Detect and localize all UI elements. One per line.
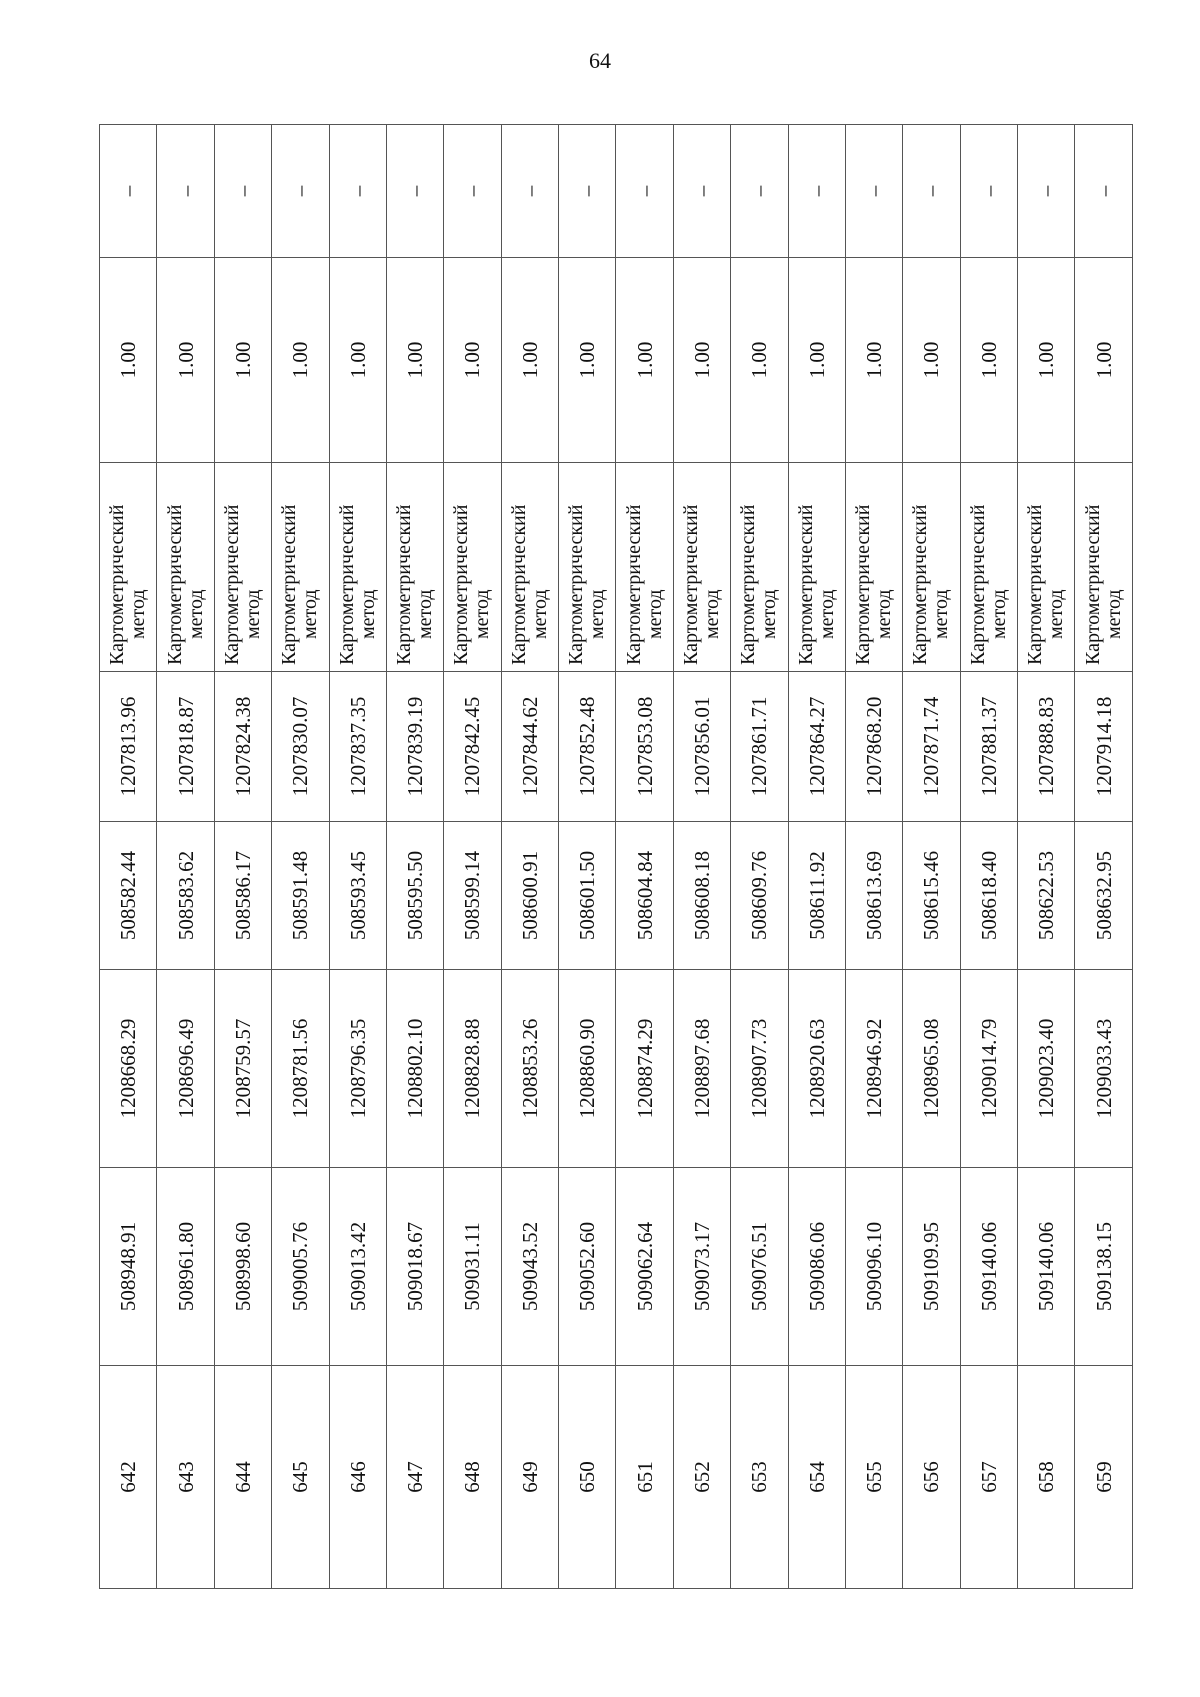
cell-method: [960, 463, 1017, 672]
cell-x-existing: 508961.80: [157, 1168, 214, 1366]
cell-method: [788, 463, 845, 672]
coordinates-table: [99, 124, 1133, 1589]
cell-y-refined: 1207830.07: [272, 672, 329, 822]
cell-x-existing: 509043.52: [501, 1168, 558, 1366]
cell-note: –: [1018, 125, 1075, 258]
table-row: [272, 125, 329, 1589]
table-row: [960, 125, 1017, 1589]
cell-accuracy: 1.00: [960, 258, 1017, 463]
cell-note: –: [731, 125, 788, 258]
cell-y-refined: 1207837.35: [329, 672, 386, 822]
cell-x-existing: 508948.91: [100, 1168, 157, 1366]
cell-y-refined: 1207844.62: [501, 672, 558, 822]
cell-note: –: [272, 125, 329, 258]
cell-accuracy: 1.00: [559, 258, 616, 463]
cell-y-existing: 1209023.40: [1018, 970, 1075, 1168]
cell-y-existing: 1208853.26: [501, 970, 558, 1168]
cell-accuracy: 1.00: [731, 258, 788, 463]
cell-x-refined: 508595.50: [386, 822, 443, 970]
method-line-2: метод: [471, 589, 494, 639]
cell-accuracy: 1.00: [386, 258, 443, 463]
cell-x-refined: 508613.69: [845, 822, 902, 970]
cell-y-refined: 1207853.08: [616, 672, 673, 822]
cell-x-refined: 508599.14: [444, 822, 501, 970]
cell-point-number: 648: [444, 1366, 501, 1589]
cell-point-number: 655: [845, 1366, 902, 1589]
cell-x-existing: 509031.11: [444, 1168, 501, 1366]
cell-y-refined: 1207861.71: [731, 672, 788, 822]
cell-y-refined: 1207839.19: [386, 672, 443, 822]
cell-y-existing: 1208860.90: [559, 970, 616, 1168]
cell-point-number: 652: [673, 1366, 730, 1589]
cell-x-existing: 509073.17: [673, 1168, 730, 1366]
cell-x-existing: 509013.42: [329, 1168, 386, 1366]
cell-y-refined: 1207813.96: [100, 672, 157, 822]
page-number: 64: [589, 48, 611, 73]
cell-note: –: [903, 125, 960, 258]
cell-y-existing: 1208781.56: [272, 970, 329, 1168]
cell-y-refined: 1207864.27: [788, 672, 845, 822]
cell-point-number: 650: [559, 1366, 616, 1589]
table-row: [616, 125, 673, 1589]
table-row: [214, 125, 271, 1589]
cell-x-existing: 509005.76: [272, 1168, 329, 1366]
table-row: [1075, 125, 1133, 1589]
cell-accuracy: 1.00: [444, 258, 501, 463]
cell-accuracy: 1.00: [673, 258, 730, 463]
cell-accuracy: 1.00: [1018, 258, 1075, 463]
cell-method: [444, 463, 501, 672]
method-line-2: метод: [241, 589, 264, 639]
cell-accuracy: 1.00: [272, 258, 329, 463]
cell-x-refined: 508618.40: [960, 822, 1017, 970]
cell-method: [501, 463, 558, 672]
cell-x-refined: 508601.50: [559, 822, 616, 970]
method-line-2: метод: [815, 589, 838, 639]
method-line-1: Картометрический: [966, 504, 989, 665]
cell-y-refined: 1207856.01: [673, 672, 730, 822]
cell-point-number: 647: [386, 1366, 443, 1589]
method-line-1: Картометрический: [852, 504, 875, 665]
cell-method: [616, 463, 673, 672]
cell-x-refined: 508582.44: [100, 822, 157, 970]
cell-x-existing: 509052.60: [559, 1168, 616, 1366]
cell-x-existing: 509140.06: [960, 1168, 1017, 1366]
method-line-2: метод: [643, 589, 666, 639]
cell-accuracy: 1.00: [501, 258, 558, 463]
cell-y-existing: 1208668.29: [100, 970, 157, 1168]
cell-note: –: [214, 125, 271, 258]
table-row: [845, 125, 902, 1589]
cell-method: [386, 463, 443, 672]
method-line-1: Картометрический: [163, 504, 186, 665]
cell-x-existing: 509096.10: [845, 1168, 902, 1366]
cell-accuracy: 1.00: [903, 258, 960, 463]
method-line-1: Картометрический: [565, 504, 588, 665]
cell-point-number: 658: [1018, 1366, 1075, 1589]
cell-note: –: [845, 125, 902, 258]
cell-method: [1075, 463, 1133, 672]
method-line-1: Картометрический: [450, 504, 473, 665]
cell-y-existing: 1209033.43: [1075, 970, 1133, 1168]
table-row: [100, 125, 157, 1589]
cell-y-existing: 1208696.49: [157, 970, 214, 1168]
method-line-2: метод: [586, 589, 609, 639]
table-row: [559, 125, 616, 1589]
cell-method: [157, 463, 214, 672]
cell-y-existing: 1208965.08: [903, 970, 960, 1168]
cell-note: –: [100, 125, 157, 258]
cell-x-existing: 508998.60: [214, 1168, 271, 1366]
table-row: [501, 125, 558, 1589]
cell-x-refined: 508593.45: [329, 822, 386, 970]
table-row: [386, 125, 443, 1589]
method-line-2: метод: [1045, 589, 1068, 639]
cell-x-refined: 508591.48: [272, 822, 329, 970]
cell-y-refined: 1207868.20: [845, 672, 902, 822]
cell-point-number: 657: [960, 1366, 1017, 1589]
cell-accuracy: 1.00: [616, 258, 673, 463]
cell-accuracy: 1.00: [329, 258, 386, 463]
table-row: [444, 125, 501, 1589]
cell-x-refined: 508583.62: [157, 822, 214, 970]
cell-point-number: 644: [214, 1366, 271, 1589]
method-line-2: метод: [184, 589, 207, 639]
method-line-2: метод: [987, 589, 1010, 639]
cell-note: –: [616, 125, 673, 258]
cell-x-refined: 508632.95: [1075, 822, 1133, 970]
cell-y-existing: 1209014.79: [960, 970, 1017, 1168]
method-line-1: Картометрический: [737, 504, 760, 665]
cell-note: –: [559, 125, 616, 258]
method-line-1: Картометрический: [335, 504, 358, 665]
cell-method: [673, 463, 730, 672]
cell-point-number: 651: [616, 1366, 673, 1589]
cell-y-existing: 1208897.68: [673, 970, 730, 1168]
cell-x-existing: 509076.51: [731, 1168, 788, 1366]
cell-method: [100, 463, 157, 672]
table-row: [731, 125, 788, 1589]
cell-y-refined: 1207871.74: [903, 672, 960, 822]
cell-accuracy: 1.00: [100, 258, 157, 463]
cell-point-number: 642: [100, 1366, 157, 1589]
cell-x-refined: 508608.18: [673, 822, 730, 970]
cell-note: –: [673, 125, 730, 258]
cell-note: –: [386, 125, 443, 258]
method-line-2: метод: [700, 589, 723, 639]
method-line-2: метод: [1102, 589, 1125, 639]
cell-x-existing: 509140.06: [1018, 1168, 1075, 1366]
method-line-1: Картометрический: [507, 504, 530, 665]
cell-note: –: [329, 125, 386, 258]
cell-method: [903, 463, 960, 672]
cell-accuracy: 1.00: [157, 258, 214, 463]
method-line-1: Картометрический: [1024, 504, 1047, 665]
cell-note: –: [501, 125, 558, 258]
method-line-1: Картометрический: [909, 504, 932, 665]
cell-x-existing: 509062.64: [616, 1168, 673, 1366]
cell-x-refined: 508609.76: [731, 822, 788, 970]
cell-point-number: 649: [501, 1366, 558, 1589]
cell-y-existing: 1208946.92: [845, 970, 902, 1168]
method-line-1: Картометрический: [393, 504, 416, 665]
method-line-2: метод: [299, 589, 322, 639]
cell-accuracy: 1.00: [1075, 258, 1133, 463]
table-row: [673, 125, 730, 1589]
cell-method: [1018, 463, 1075, 672]
cell-method: [731, 463, 788, 672]
cell-point-number: 646: [329, 1366, 386, 1589]
cell-x-refined: 508615.46: [903, 822, 960, 970]
method-line-2: метод: [528, 589, 551, 639]
cell-note: –: [1075, 125, 1133, 258]
table-row: [903, 125, 960, 1589]
cell-y-existing: 1208907.73: [731, 970, 788, 1168]
cell-y-existing: 1208828.88: [444, 970, 501, 1168]
table-row: [1018, 125, 1075, 1589]
cell-accuracy: 1.00: [788, 258, 845, 463]
cell-method: [329, 463, 386, 672]
cell-point-number: 643: [157, 1366, 214, 1589]
cell-method: [845, 463, 902, 672]
method-line-1: Картометрический: [679, 504, 702, 665]
cell-note: –: [960, 125, 1017, 258]
cell-y-refined: 1207852.48: [559, 672, 616, 822]
rotated-table-container: [99, 125, 1133, 1589]
cell-x-existing: 509086.06: [788, 1168, 845, 1366]
cell-accuracy: 1.00: [214, 258, 271, 463]
cell-method: [559, 463, 616, 672]
method-line-1: Картометрический: [220, 504, 243, 665]
cell-point-number: 653: [731, 1366, 788, 1589]
cell-x-refined: 508586.17: [214, 822, 271, 970]
method-line-2: метод: [414, 589, 437, 639]
method-line-1: Картометрический: [1081, 504, 1104, 665]
cell-point-number: 656: [903, 1366, 960, 1589]
cell-y-existing: 1208796.35: [329, 970, 386, 1168]
table-row: [329, 125, 386, 1589]
method-line-2: метод: [356, 589, 379, 639]
method-line-2: метод: [127, 589, 150, 639]
cell-point-number: 654: [788, 1366, 845, 1589]
cell-y-refined: 1207914.18: [1075, 672, 1133, 822]
cell-note: –: [444, 125, 501, 258]
cell-y-refined: 1207842.45: [444, 672, 501, 822]
table-row: [157, 125, 214, 1589]
table-row: [788, 125, 845, 1589]
cell-x-existing: 509138.15: [1075, 1168, 1133, 1366]
cell-method: [214, 463, 271, 672]
method-line-1: Картометрический: [622, 504, 645, 665]
method-line-2: метод: [873, 589, 896, 639]
cell-x-refined: 508622.53: [1018, 822, 1075, 970]
cell-x-existing: 509018.67: [386, 1168, 443, 1366]
cell-point-number: 659: [1075, 1366, 1133, 1589]
cell-x-refined: 508611.92: [788, 822, 845, 970]
cell-point-number: 645: [272, 1366, 329, 1589]
cell-y-refined: 1207888.83: [1018, 672, 1075, 822]
cell-x-refined: 508604.84: [616, 822, 673, 970]
cell-y-existing: 1208802.10: [386, 970, 443, 1168]
cell-y-existing: 1208759.57: [214, 970, 271, 1168]
method-line-2: метод: [758, 589, 781, 639]
cell-x-refined: 508600.91: [501, 822, 558, 970]
cell-y-refined: 1207881.37: [960, 672, 1017, 822]
cell-y-existing: 1208920.63: [788, 970, 845, 1168]
method-line-1: Картометрический: [278, 504, 301, 665]
method-line-1: Картометрический: [106, 504, 129, 665]
cell-x-existing: 509109.95: [903, 1168, 960, 1366]
method-line-1: Картометрический: [794, 504, 817, 665]
cell-accuracy: 1.00: [845, 258, 902, 463]
cell-y-refined: 1207818.87: [157, 672, 214, 822]
cell-note: –: [157, 125, 214, 258]
cell-y-existing: 1208874.29: [616, 970, 673, 1168]
cell-note: –: [788, 125, 845, 258]
cell-y-refined: 1207824.38: [214, 672, 271, 822]
method-line-2: метод: [930, 589, 953, 639]
cell-method: [272, 463, 329, 672]
